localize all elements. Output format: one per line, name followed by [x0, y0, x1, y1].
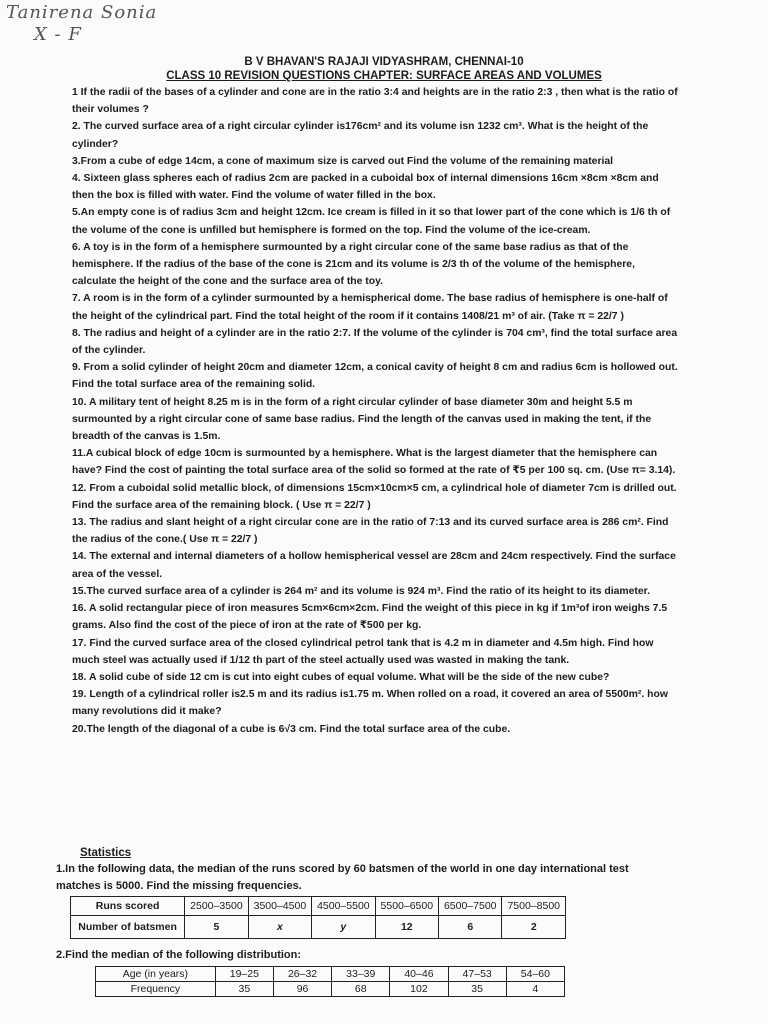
runs-class: 6500–7500 [439, 897, 502, 916]
frequency-value: 102 [390, 982, 448, 997]
question-item: 19. Length of a cylindrical roller is2.5 m and its radius is1.75 m. When rolled on a road, it covered an area of 5500m². how many revolutions did it make? [72, 689, 668, 718]
question-item: 8. The radius and height of a cylinder are in the ratio 2:7. If the volume of the cylinder is 704 cm³, find the total surface area of the cylinder. [72, 327, 678, 357]
age-class: 47–53 [448, 967, 506, 982]
runs-class: 5500–6500 [375, 897, 438, 916]
question-item: 20.The length of the diagonal of a cube is 6√3 cm. Find the total surface area of the cube. [72, 723, 511, 735]
batsmen-count: x [248, 916, 311, 939]
question-item: 1 If the radii of the bases of a cylinder and cone are in the ratio 3:4 and heights are in the ratio 2:3 , then what is the ratio of their volumes ? [72, 87, 678, 116]
runs-class: 7500–8500 [502, 897, 566, 916]
question-item: 16. A solid rectangular piece of iron measures 5cm×6cm×2cm. Find the weight of this piece in kg if 1m³of iron weighs 7.5 grams. Also find the cost of the piece of iron at the rate of ₹500 per kg. [72, 603, 668, 632]
question-item: 2. The curved surface area of a right circular cylinder is176cm² and its volume isn 1232 cm³. What is the height of the cylinder? [72, 121, 649, 150]
runs-class: 3500–4500 [248, 897, 311, 916]
runs-class: 2500–3500 [185, 897, 248, 916]
question-item: 5.An empty cone is of radius 3cm and height 12cm. Ice cream is filled in it so that lower part of the cone which is 1/6 th of the volume of the cone is unfilled but hemisphere is formed on the top. Find the volume of the ice-cream. [72, 207, 671, 236]
frequency-label: Frequency [96, 982, 216, 997]
frequency-value: 96 [273, 982, 331, 997]
question-item: 14. The external and internal diameters of a hollow hemispherical vessel are 28cm and 24cm respectively. Find the surface area of the vessel. [72, 551, 676, 580]
question-item: 4. Sixteen glass spheres each of radius 2cm are packed in a cuboidal box of internal dimensions 16cm ×8cm ×8cm and then the box is filled with water. Find the volume of water filled in the box. [72, 173, 659, 202]
age-class: 19–25 [215, 967, 273, 982]
question-item: 11.A cubical block of edge 10cm is surmounted by a hemisphere. What is the largest diameter that the hemisphere can have? Find the cost of painting the total surface area of the solid so formed at the rate of ₹5 per 100 sq. cm. (Use π= 3.14). [72, 448, 676, 477]
batsmen-count: 5 [185, 916, 248, 939]
runs-label: Runs scored [71, 897, 185, 916]
handwritten-class-line: X - F [34, 24, 82, 45]
batsmen-count: 12 [375, 916, 438, 939]
question-item: 6. A toy is in the form of a hemisphere surmounted by a right circular cone of the same base radius as that of the hemisphere. If the radius of the base of the cone is 21cm and its volume is 2/3 th of the volume of the hemisphere, calculate the height of the cone and the surface area of the toy. [72, 241, 635, 288]
handwritten-name-line: Tanirena Sonia [6, 2, 158, 23]
age-class: 26–32 [273, 967, 331, 982]
school-name: B V BHAVAN'S RAJAJI VIDYASHRAM, CHENNAI-10 [244, 56, 524, 68]
question-item: 10. A military tent of height 8.25 m is in the form of a right circular cylinder of base diameter 30m and height 5.5 m surmounted by a right circular cone of same base radius. Find the length of the canvas used in making the tent, if the breadth of the canvas is 1.5m. [72, 396, 652, 443]
question-item: 12. From a cuboidal solid metallic block, of dimensions 15cm×10cm×5 cm, a cylindrical hole of diameter 7cm is drilled out. Find the surface area of the remaining block. ( Use π = 22/7 ) [72, 482, 677, 511]
frequency-value: 68 [332, 982, 390, 997]
question-item: 3.From a cube of edge 14cm, a cone of maximum size is carved out Find the volume of the remaining material [72, 155, 614, 167]
statistics-heading: Statistics [80, 847, 132, 859]
question-item: 13. The radius and slant height of a right circular cone are in the ratio of 7:13 and its curved surface area is 286 cm². Find the radius of the cone.( Use π = 22/7 ) [72, 517, 669, 546]
age-label: Age (in years) [96, 967, 216, 982]
question-item: 18. A solid cube of side 12 cm is cut into eight cubes of equal volume. What will be the side of the new cube? [72, 671, 610, 683]
question-item: 15.The curved surface area of a cylinder is 264 m² and its volume is 924 m³. Find the ratio of its height to its diameter. [72, 585, 651, 597]
batsmen-count: y [312, 916, 375, 939]
question-item: 9. From a solid cylinder of height 20cm and diameter 12cm, a conical cavity of height 8 cm and radius 6cm is hollowed out. Find the total surface area of the remaining solid. [72, 362, 678, 391]
statistics-question-1: 1.In the following data, the median of the runs scored by 60 batsmen of the world in one day international test matches is 5000. Find the missing frequencies. [56, 863, 629, 892]
age-class: 40–46 [390, 967, 448, 982]
batsmen-count: 2 [502, 916, 566, 939]
question-list [72, 84, 682, 738]
runs-table [70, 896, 566, 939]
question-item: 7. A room is in the form of a cylinder surmounted by a hemispherical dome. The base radius of hemisphere is one-half of the height of the cylindrical part. Find the total height of the room if it contains 1408/21 m³ of air. (Take π = 22/7 ) [72, 293, 668, 322]
age-table [95, 966, 565, 997]
statistics-question-2: 2.Find the median of the following distribution: [56, 949, 302, 961]
batsmen-label: Number of batsmen [71, 916, 185, 939]
runs-class: 4500–5500 [312, 897, 375, 916]
frequency-value: 35 [215, 982, 273, 997]
age-class: 54–60 [506, 967, 564, 982]
handwritten-name [6, 2, 157, 46]
page-title: CLASS 10 REVISION QUESTIONS CHAPTER: SURFACE AREAS AND VOLUMES [166, 70, 602, 82]
batsmen-count: 6 [439, 916, 502, 939]
age-class: 33–39 [332, 967, 390, 982]
question-item: 17. Find the curved surface area of the closed cylindrical petrol tank that is 4.2 m in diameter and 4.5m high. Find how much steel was actually used if 1/12 th part of the steel actually used was wasted in making the tank. [72, 637, 654, 666]
frequency-value: 4 [506, 982, 564, 997]
frequency-value: 35 [448, 982, 506, 997]
